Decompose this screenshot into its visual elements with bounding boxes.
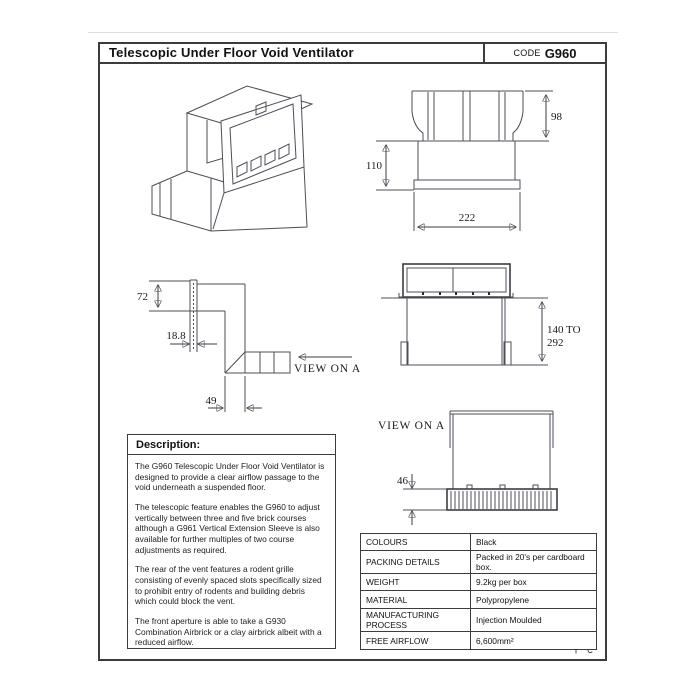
spec-label: MATERIAL <box>361 591 471 609</box>
spec-value: Polypropylene <box>471 591 597 609</box>
description-paragraph: The rear of the vent features a rodent grille consisting of evenly spaced slots specifically sized to prohibit entry of rodents and building debris which could block the vent. <box>135 564 322 607</box>
description-body <box>128 455 335 648</box>
front-view-drawing <box>366 91 563 231</box>
spec-value: Injection Moulded <box>471 609 597 632</box>
description-paragraph: The telescopic feature enables the G960 to adjust vertically between three and five brick courses although a G961 Vertical Extension Sleeve is also available for further multiples of two course adjustments as required. <box>135 502 320 555</box>
code-value: G960 <box>544 45 577 61</box>
page-title: Telescopic Under Floor Void Ventilator <box>109 45 354 60</box>
description-paragraph: The front aperture is able to take a G930 Combination Airbrick or a clay airbrick albeit with a reduced airflow. <box>135 616 322 648</box>
dim-72: 72 <box>137 291 148 303</box>
code-label: CODE <box>513 48 541 58</box>
dim-222: 222 <box>458 212 476 224</box>
description-heading: Description: <box>128 435 335 455</box>
table-row <box>361 609 597 632</box>
rear-view-drawing <box>378 411 557 525</box>
dim-49: 49 <box>205 395 217 407</box>
spec-value: 6,600mm² <box>471 632 597 650</box>
spec-label: PACKING DETAILS <box>361 551 471 574</box>
dim-110: 110 <box>365 160 382 172</box>
table-row <box>361 632 597 650</box>
description-paragraph: The G960 Telescopic Under Floor Void Ventilator is designed to provide a clear airflow passage to the void underneath a suspended floor. <box>135 461 325 493</box>
spec-label: FREE AIRFLOW <box>361 632 471 650</box>
view-on-a-label-2: VIEW ON A <box>378 420 446 432</box>
table-row <box>361 534 597 551</box>
specification-table <box>360 533 597 650</box>
dim-range-line1: 140 TO <box>547 324 581 336</box>
dim-18-8: 18.8 <box>166 330 186 342</box>
dim-range-line2: 292 <box>547 337 564 349</box>
spec-value: Black <box>471 534 597 551</box>
table-row <box>361 551 597 574</box>
spec-label: WEIGHT <box>361 574 471 591</box>
spec-label: MANUFACTURING PROCESS <box>361 609 471 632</box>
description-box <box>127 434 336 649</box>
dim-98: 98 <box>551 111 562 123</box>
view-on-a-label: VIEW ON A <box>294 363 362 375</box>
dim-46: 46 <box>397 475 408 487</box>
table-row <box>361 591 597 609</box>
side-view-drawing <box>381 264 581 365</box>
spec-value: Packed in 20's per cardboard box. <box>471 551 597 574</box>
spec-value: 9.2kg per box <box>471 574 597 591</box>
spec-label: COLOURS <box>361 534 471 551</box>
table-row <box>361 574 597 591</box>
isometric-view-drawing <box>152 86 312 231</box>
profile-view-drawing <box>137 280 361 412</box>
